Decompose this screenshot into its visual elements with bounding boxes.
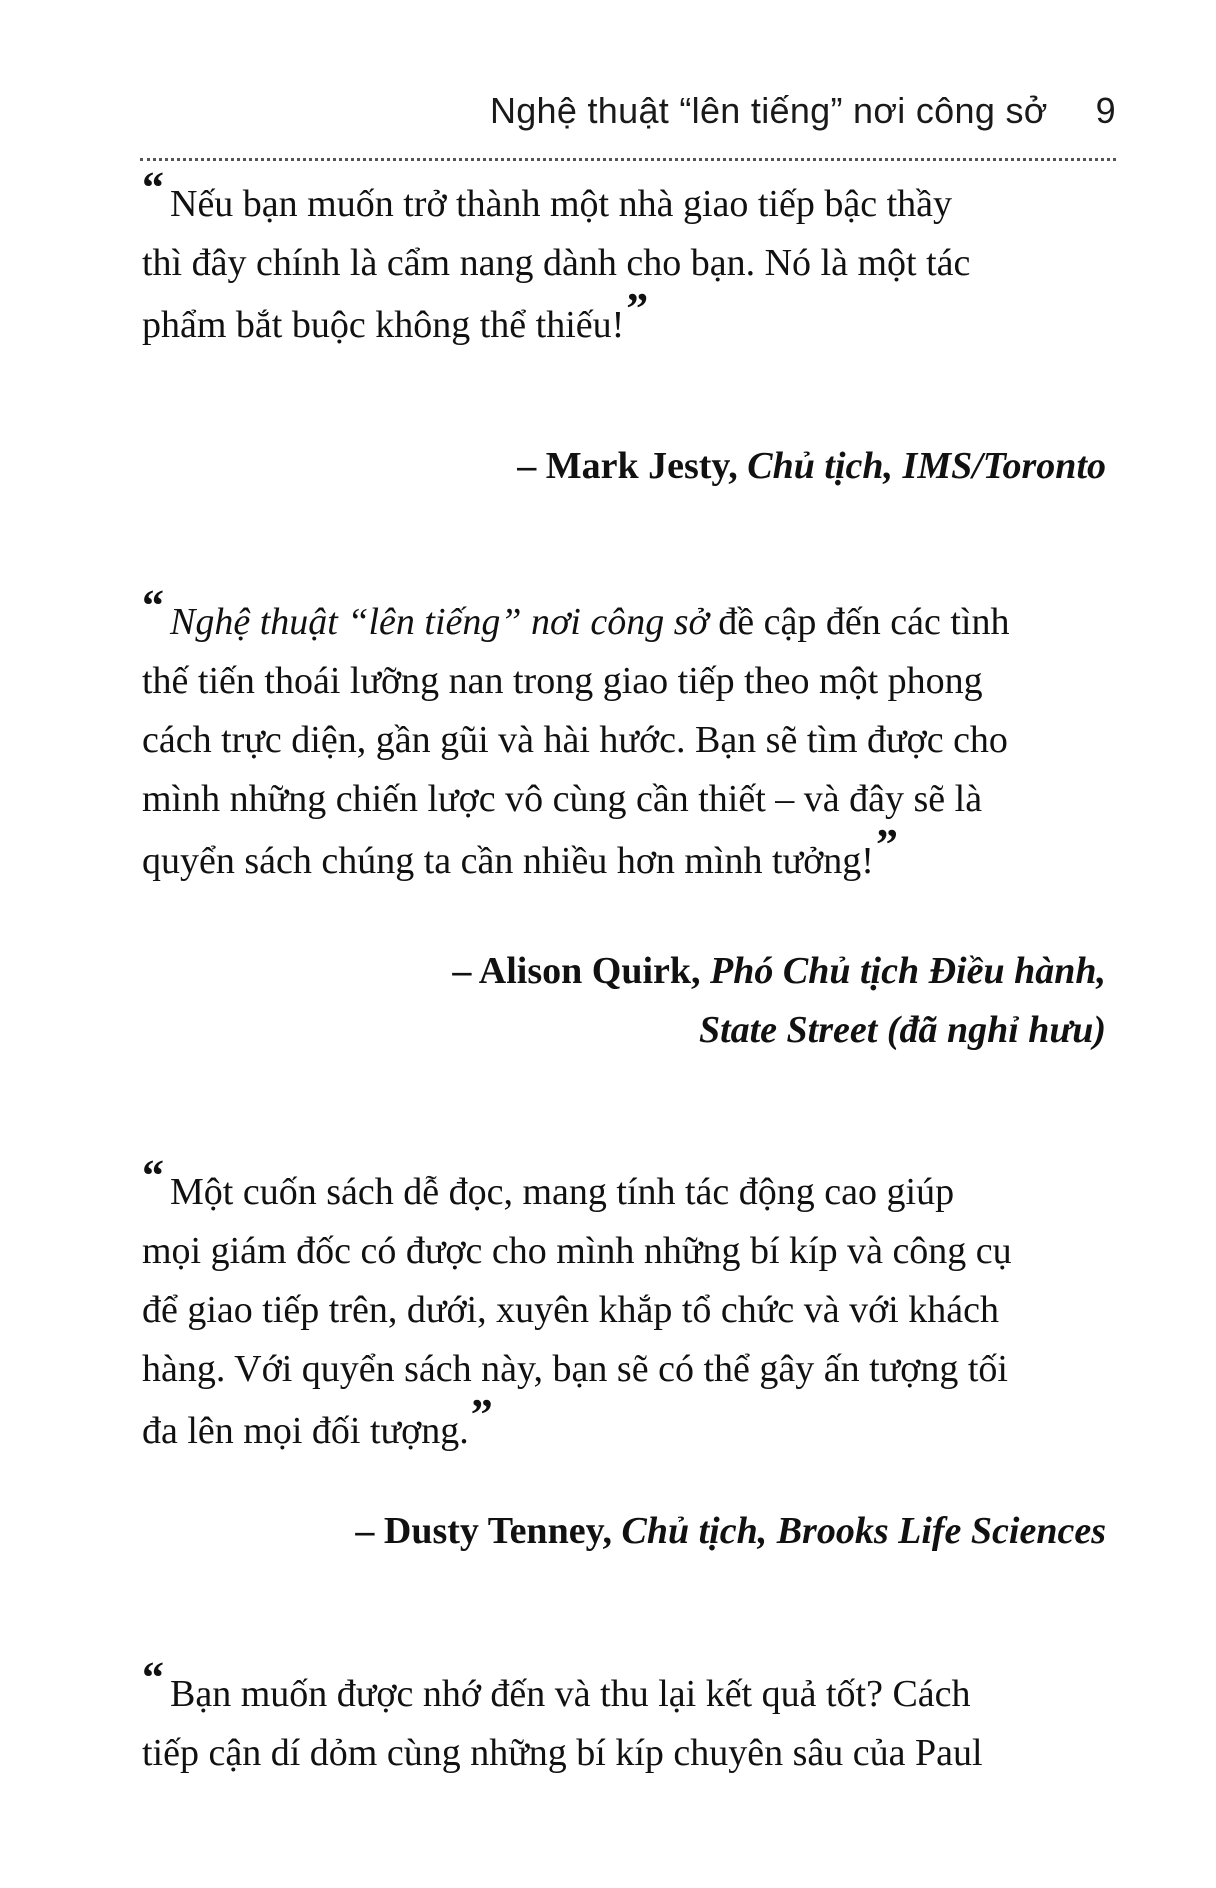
close-quote-mark: ” (875, 820, 898, 869)
book-title: Nghệ thuật “lên tiếng” nơi công sở (170, 601, 709, 643)
quote-attribution (517, 437, 1106, 496)
attribution-role: Chủ tịch, Brooks Life Sciences (621, 1510, 1106, 1552)
testimonial-quote (142, 163, 1110, 355)
testimonial-quote (142, 581, 1110, 891)
page-number: 9 (1095, 90, 1116, 131)
testimonial-quote (142, 1151, 1110, 1461)
running-title: Nghệ thuật “lên tiếng” nơi công sở (489, 90, 1048, 131)
quote-line: để giao tiếp trên, dưới, xuyên khắp tổ chức và với khách (142, 1289, 999, 1331)
quote-line: “ Nghệ thuật “lên tiếng” nơi công sở đề cập đến các tình (142, 581, 1010, 643)
attribution-role: Phó Chủ tịch Điều hành, (710, 950, 1106, 992)
close-quote-mark: ” (470, 1390, 493, 1439)
quote-attribution (452, 942, 1106, 1060)
quote-line: đa lên mọi đối tượng.” (142, 1390, 493, 1452)
quote-line: thế tiến thoái lưỡng nan trong giao tiếp theo một phong (142, 660, 983, 702)
attribution-role: Chủ tịch, IMS/Toronto (747, 445, 1106, 487)
open-quote-mark: “ (142, 163, 164, 212)
open-quote-mark: “ (142, 581, 164, 630)
running-header (490, 90, 1116, 132)
open-quote-mark: “ (142, 1653, 164, 1702)
quote-line: “ Một cuốn sách dễ đọc, mang tính tác động cao giúp (142, 1151, 955, 1213)
quote-line: mình những chiến lược vô cùng cần thiết – và đây sẽ là (142, 778, 983, 820)
quote-line: mọi giám đốc có được cho mình những bí kíp và công cụ (142, 1230, 1012, 1272)
header-divider (140, 158, 1116, 161)
close-quote-mark: ” (626, 284, 649, 333)
testimonial-quote (142, 1653, 1110, 1783)
open-quote-mark: “ (142, 1151, 164, 1200)
attribution-name: – Dusty Tenney, (355, 1510, 612, 1552)
quote-attribution (355, 1502, 1106, 1561)
quote-line: phẩm bắt buộc không thể thiếu!” (142, 284, 649, 346)
attribution-name: – Mark Jesty, (517, 445, 738, 487)
quote-line: hàng. Với quyển sách này, bạn sẽ có thể gây ấn tượng tối (142, 1348, 1008, 1390)
attribution-name: – Alison Quirk, (452, 950, 701, 992)
quote-line: “ Nếu bạn muốn trở thành một nhà giao tiếp bậc thầy (142, 163, 953, 225)
quote-line: quyển sách chúng ta cần nhiều hơn mình tưởng!” (142, 820, 898, 882)
quote-line: “ Bạn muốn được nhớ đến và thu lại kết quả tốt? Cách (142, 1653, 971, 1715)
attribution-role-line2: State Street (đã nghỉ hưu) (698, 1009, 1106, 1051)
quote-line: tiếp cận dí dỏm cùng những bí kíp chuyên sâu của Paul (142, 1732, 983, 1774)
quote-line: cách trực diện, gần gũi và hài hước. Bạn sẽ tìm được cho (142, 719, 1008, 761)
quote-line: thì đây chính là cẩm nang dành cho bạn. Nó là một tác (142, 242, 971, 284)
